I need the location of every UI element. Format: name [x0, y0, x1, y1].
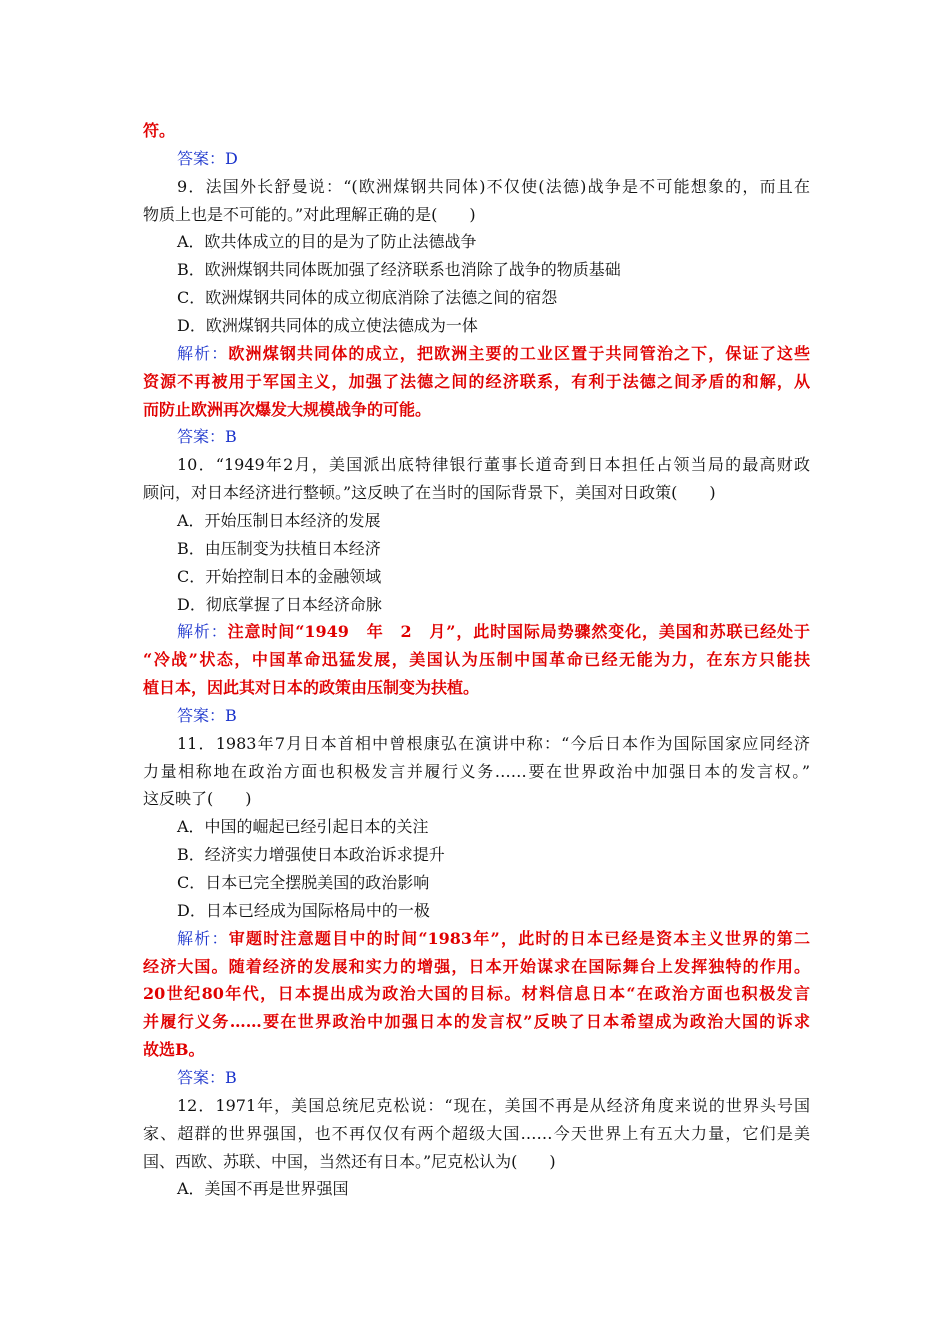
- text-line: [143, 677, 810, 699]
- analysis-text: 符。: [143, 121, 176, 140]
- text-line: [177, 315, 810, 337]
- text-line: [177, 287, 810, 309]
- text-line: [177, 231, 810, 253]
- question-text: B．由压制变为扶植日本经济: [177, 538, 381, 558]
- question-text: 力量相称地在政治方面也积极发言并履行义务……要在世界政治中加强日本的发言权。”: [143, 761, 810, 781]
- text-line: [143, 983, 810, 1005]
- question-text: B．欧洲煤钢共同体既加强了经济联系也消除了战争的物质基础: [177, 260, 621, 280]
- text-line: [177, 1067, 810, 1089]
- text-line: [143, 482, 810, 504]
- text-line: [143, 1039, 810, 1061]
- text-line: [143, 649, 810, 671]
- text-line: [143, 956, 810, 978]
- question-text: A．欧共体成立的目的是为了防止法德战争: [177, 232, 477, 252]
- text-line: [143, 1151, 810, 1173]
- question-text: D．彻底掌握了日本经济命脉: [177, 594, 382, 614]
- analysis-text: 并履行义务……要在世界政治中加强日本的发言权”反映了日本希望成为政治大国的诉求: [143, 1012, 810, 1032]
- question-text: 顾问，对日本经济进行整顿。”这反映了在当时的国际背景下，美国对日政策( ): [143, 483, 716, 503]
- text-line: [143, 1011, 810, 1033]
- text-line: [143, 1123, 810, 1145]
- answer-text: 答案：D: [177, 148, 238, 168]
- analysis-text: 欧洲煤钢共同体的成立，把欧洲主要的工业区置于共同管治之下，保证了这些: [228, 343, 810, 363]
- text-line: [143, 399, 810, 421]
- analysis-label: 解析：: [177, 343, 229, 363]
- text-line: [177, 454, 810, 476]
- question-text: C．欧洲煤钢共同体的成立彻底消除了法德之间的宿怨: [177, 288, 558, 308]
- analysis-text: 20世纪80年代，日本提出成为政治大国的目标。材料信息日本“在政治方面也积极发言: [143, 984, 810, 1004]
- text-line: [177, 426, 810, 448]
- text-line: [143, 761, 810, 783]
- text-line: [143, 788, 810, 810]
- question-text: A．美国不再是世界强国: [177, 1179, 349, 1199]
- analysis-text: 而防止欧洲再次爆发大规模战争的可能。: [143, 399, 432, 419]
- question-text: 9．法国外长舒曼说：“(欧洲煤钢共同体)不仅使(法德)战争是不可能想象的，而且在: [177, 176, 810, 196]
- analysis-text: 植日本，因此其对日本的政策由压制变为扶植。: [143, 678, 480, 697]
- text-line: [177, 538, 810, 560]
- question-text: 国、西欧、苏联、中国，当然还有日本。”尼克松认为( ): [143, 1151, 556, 1171]
- answer-text: 答案：B: [177, 427, 237, 447]
- text-line: [177, 148, 810, 170]
- question-text: 11．1983年7月日本首相中曾根康弘在演讲中称：“今后日本作为国际国家应同经济: [177, 733, 810, 753]
- question-text: B．经济实力增强使日本政治诉求提升: [177, 845, 445, 865]
- answer-text: 答案：B: [177, 1067, 237, 1087]
- question-text: C．日本已完全摆脱美国的政治影响: [177, 873, 430, 892]
- text-line: [177, 510, 810, 532]
- question-text: 物质上也是不可能的。”对此理解正确的是( ): [143, 204, 476, 224]
- text-line: [177, 844, 810, 866]
- question-text: 家、超群的世界强国，也不再仅仅有两个超级大国……今天世界上有五大力量，它们是美: [143, 1123, 810, 1143]
- answer-text: 答案：B: [177, 705, 237, 725]
- text-line: [177, 872, 810, 894]
- question-text: C．开始控制日本的金融领域: [177, 566, 382, 586]
- text-line: [177, 900, 810, 922]
- text-line: [177, 816, 810, 838]
- text-line: [143, 120, 810, 142]
- text-line: [177, 621, 810, 643]
- analysis-text: “冷战”状态，中国革命迅猛发展，美国认为压制中国革命已经无能为力，在东方只能扶: [143, 650, 810, 670]
- text-line: [177, 343, 810, 365]
- text-line: [177, 259, 810, 281]
- text-line: [177, 176, 810, 198]
- text-line: [177, 705, 810, 727]
- question-text: A．中国的崛起已经引起日本的关注: [177, 817, 429, 837]
- analysis-text: 故选B。: [143, 1040, 205, 1060]
- text-line: [143, 371, 810, 393]
- text-line: [177, 1095, 810, 1117]
- analysis-text: 审题时注意题目中的时间“1983年”，此时的日本已经是资本主义世界的第二: [228, 928, 810, 948]
- analysis-text: 经济大国。随着经济的发展和实力的增强，日本开始谋求在国际舞台上发挥独特的作用。: [143, 956, 810, 976]
- analysis-text: 资源不再被用于军国主义，加强了法德之间的经济联系，有利于法德之间矛盾的和解，从: [143, 371, 810, 391]
- question-text: A．开始压制日本经济的发展: [177, 510, 381, 530]
- text-line: [177, 594, 810, 616]
- text-line: [177, 928, 810, 950]
- question-text: 这反映了( ): [143, 789, 252, 809]
- text-line: [143, 204, 810, 226]
- question-text: 10．“1949年2月，美国派出底特律银行董事长道奇到日本担任占领当局的最高财政: [177, 455, 810, 475]
- text-line: [177, 733, 810, 755]
- analysis-label: 解析：: [177, 622, 228, 642]
- question-text: D．欧洲煤钢共同体的成立使法德成为一体: [177, 316, 478, 335]
- analysis-label: 解析：: [177, 928, 229, 948]
- text-line: [177, 566, 810, 588]
- text-line: [177, 1178, 810, 1200]
- analysis-text: 注意时间“1949 年 2 月”，此时国际局势骤然变化，美国和苏联已经处于: [227, 622, 810, 642]
- question-text: 12．1971年，美国总统尼克松说：“现在，美国不再是从经济角度来说的世界头号国: [177, 1095, 810, 1115]
- question-text: D．日本已经成为国际格局中的一极: [177, 900, 430, 920]
